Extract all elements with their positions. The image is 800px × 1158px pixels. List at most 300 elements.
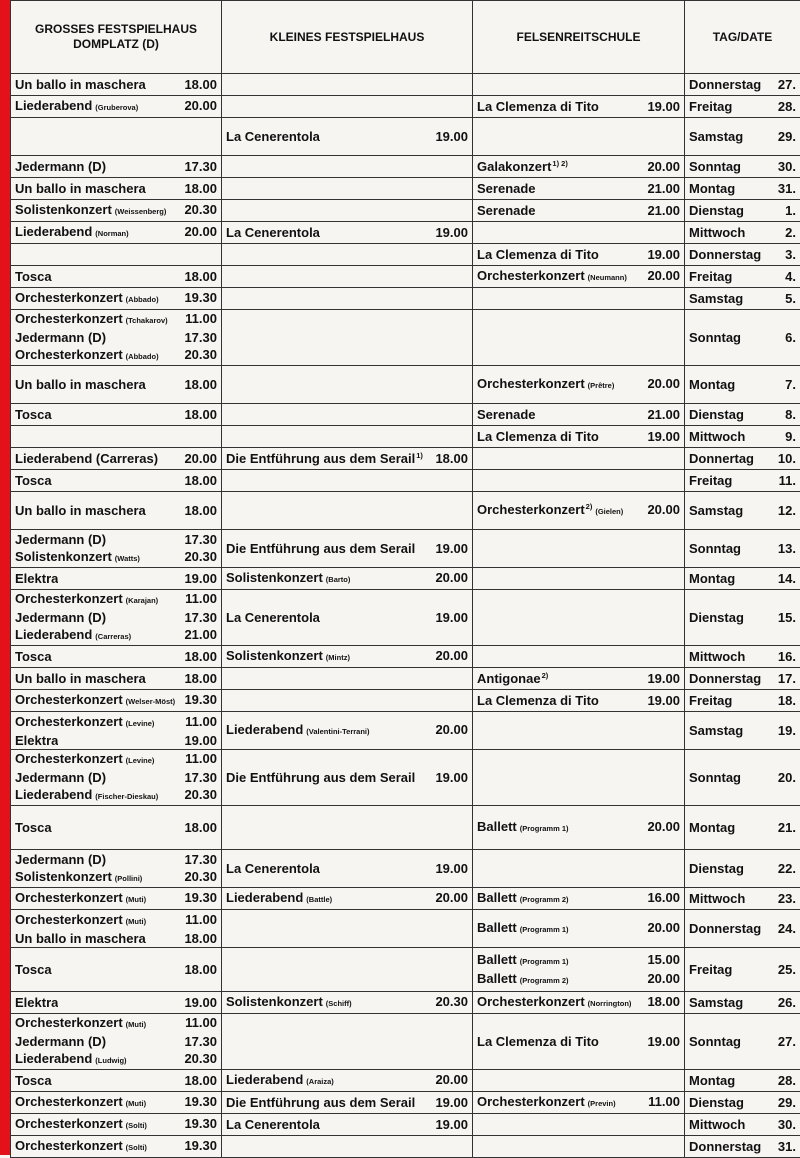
- event-title: Solistenkonzert: [226, 648, 323, 663]
- event-time: 21.00: [647, 202, 680, 219]
- event-title: Orchesterkonzert: [15, 714, 123, 729]
- event-time: 19.00: [435, 769, 468, 786]
- event-entry: [477, 670, 680, 687]
- event-time: 20.00: [647, 501, 680, 518]
- cell-tag-date: [685, 568, 800, 590]
- event-time: 18.00: [184, 268, 217, 285]
- event-time: 18.00: [184, 472, 217, 489]
- date-number: 29.: [778, 1094, 796, 1111]
- event-name: [15, 180, 146, 197]
- cell-tag-date: [685, 646, 800, 668]
- cell-grosses-festspielhaus: [11, 74, 222, 96]
- cell-kleines-festspielhaus: [222, 118, 473, 156]
- event-entry: [15, 930, 217, 947]
- weekday: Samstag: [689, 128, 743, 145]
- event-time: 17.30: [184, 609, 217, 626]
- footnote-marker: 1) 2): [552, 159, 567, 168]
- date-entry: [689, 76, 796, 93]
- event-title: Serenade: [477, 407, 536, 422]
- event-title: Orchesterkonzert: [477, 1094, 585, 1109]
- event-title: Die Entführung aus dem Serail: [226, 1095, 415, 1110]
- event-time: 16.00: [647, 889, 680, 906]
- weekday: Dienstag: [689, 406, 744, 423]
- cell-kleines-festspielhaus: [222, 888, 473, 910]
- event-name: [15, 609, 106, 626]
- event-time: 18.00: [184, 670, 217, 687]
- event-name: [15, 648, 52, 665]
- cell-felsenreitschule: [473, 1114, 685, 1136]
- event-name: [226, 540, 415, 557]
- event-performer: (Barto): [326, 575, 351, 584]
- event-time: 19.00: [435, 1116, 468, 1133]
- event-name: [477, 158, 568, 175]
- cell-kleines-festspielhaus: [222, 850, 473, 888]
- cell-tag-date: [685, 310, 800, 366]
- cell-grosses-festspielhaus: [11, 200, 222, 222]
- event-title: Solistenkonzert: [15, 202, 112, 217]
- table-row: [11, 288, 800, 310]
- event-time: 20.00: [435, 889, 468, 906]
- event-name: [15, 502, 146, 519]
- event-time: 18.00: [184, 406, 217, 423]
- cell-grosses-festspielhaus: [11, 530, 222, 568]
- event-title: Orchesterkonzert: [15, 912, 123, 927]
- event-title: Liederabend: [226, 890, 303, 905]
- event-name: [15, 819, 52, 836]
- event-entry: [15, 158, 217, 175]
- cell-kleines-festspielhaus: [222, 1092, 473, 1114]
- event-performer: (Norman): [95, 229, 128, 238]
- cell-grosses-festspielhaus: [11, 266, 222, 288]
- weekday: Samstag: [689, 722, 743, 739]
- cell-kleines-festspielhaus: [222, 222, 473, 244]
- cell-grosses-festspielhaus: [11, 1114, 222, 1136]
- event-title: Liederabend: [15, 1051, 92, 1066]
- date-entry: [689, 648, 796, 665]
- cell-grosses-festspielhaus: [11, 850, 222, 888]
- cell-grosses-festspielhaus: [11, 1136, 222, 1158]
- cell-tag-date: [685, 992, 800, 1014]
- festival-schedule-table: [10, 0, 800, 1158]
- cell-felsenreitschule: [473, 668, 685, 690]
- event-entry: [15, 346, 217, 365]
- cell-tag-date: [685, 888, 800, 910]
- cell-tag-date: [685, 266, 800, 288]
- event-title: Orchesterkonzert: [477, 376, 585, 391]
- event-entry: [15, 609, 217, 626]
- event-performer: (Schiff): [326, 999, 352, 1008]
- date-entry: [689, 329, 796, 346]
- event-name: [477, 375, 614, 394]
- event-entry: [477, 970, 680, 989]
- event-entry: [15, 713, 217, 732]
- date-entry: [689, 472, 796, 489]
- event-performer: (Watts): [115, 554, 140, 563]
- date-number: 10.: [778, 450, 796, 467]
- event-entry: [477, 428, 680, 445]
- weekday: Montag: [689, 376, 735, 393]
- event-name: [477, 919, 569, 938]
- event-time: 20.30: [184, 868, 217, 885]
- date-entry: [689, 1072, 796, 1089]
- event-time: 21.00: [647, 180, 680, 197]
- event-name: [477, 267, 627, 286]
- event-title: Orchesterkonzert: [15, 591, 123, 606]
- event-entry: [226, 860, 468, 877]
- date-entry: [689, 450, 796, 467]
- event-time: 19.00: [435, 540, 468, 557]
- date-number: 15.: [778, 609, 796, 626]
- date-entry: [689, 1033, 796, 1050]
- event-name: [15, 223, 129, 242]
- event-entry: [15, 1137, 217, 1156]
- event-entry: [477, 889, 680, 908]
- event-title: Die Entführung aus dem Serail: [226, 451, 415, 466]
- event-performer: (Carreras): [95, 632, 131, 641]
- date-entry: [689, 670, 796, 687]
- table-row: [11, 1114, 800, 1136]
- event-name: [226, 1116, 320, 1133]
- event-name: [477, 889, 569, 908]
- event-entry: [477, 375, 680, 394]
- event-title: Antigonae: [477, 671, 541, 686]
- event-title: Liederabend: [15, 98, 92, 113]
- event-entry: [226, 609, 468, 626]
- cell-felsenreitschule: [473, 1014, 685, 1070]
- date-entry: [689, 98, 796, 115]
- event-entry: [15, 1014, 217, 1033]
- cell-tag-date: [685, 1114, 800, 1136]
- weekday: Sonntag: [689, 1033, 741, 1050]
- table-row: [11, 850, 800, 888]
- cell-kleines-festspielhaus: [222, 156, 473, 178]
- event-title: Ballett: [477, 920, 517, 935]
- date-number: 21.: [778, 819, 796, 836]
- event-time: 19.00: [435, 860, 468, 877]
- date-number: 2.: [785, 224, 796, 241]
- event-entry: [15, 223, 217, 242]
- event-performer: (Abbado): [126, 352, 159, 361]
- event-time: 18.00: [184, 502, 217, 519]
- event-name: [15, 851, 106, 868]
- event-entry: [15, 1050, 217, 1069]
- table-row: [11, 590, 800, 646]
- cell-kleines-festspielhaus: [222, 200, 473, 222]
- event-entry: [477, 202, 680, 219]
- weekday: Montag: [689, 1072, 735, 1089]
- event-performer: (Tchakarov): [126, 316, 168, 325]
- date-number: 1.: [785, 202, 796, 219]
- event-title: Orchesterkonzert: [15, 751, 123, 766]
- weekday: Dienstag: [689, 202, 744, 219]
- cell-tag-date: [685, 690, 800, 712]
- event-name: [15, 732, 58, 749]
- date-number: 3.: [785, 246, 796, 263]
- event-time: 11.00: [648, 1093, 680, 1110]
- cell-kleines-festspielhaus: [222, 712, 473, 750]
- event-time: 19.30: [184, 691, 217, 708]
- event-performer: (Neumann): [588, 273, 627, 282]
- date-number: 28.: [778, 98, 796, 115]
- event-performer: (Welser-Möst): [126, 697, 175, 706]
- weekday: Donnerstag: [689, 76, 761, 93]
- cell-tag-date: [685, 712, 800, 750]
- event-time: 19.00: [647, 98, 680, 115]
- event-name: [15, 158, 106, 175]
- event-title: Jedermann (D): [15, 1034, 106, 1049]
- event-time: 20.00: [184, 450, 217, 467]
- event-name: [226, 569, 350, 588]
- weekday: Montag: [689, 570, 735, 587]
- weekday: Dienstag: [689, 1094, 744, 1111]
- date-number: 27.: [778, 1033, 796, 1050]
- header-felsenreitschule: FELSENREITSCHULE: [473, 1, 685, 74]
- event-title: Tosca: [15, 649, 52, 664]
- cell-grosses-festspielhaus: [11, 156, 222, 178]
- event-entry: [477, 246, 680, 263]
- event-performer: (Previn): [588, 1099, 616, 1108]
- event-entry: [15, 472, 217, 489]
- event-performer: (Weissenberg): [115, 207, 167, 216]
- date-number: 17.: [778, 670, 796, 687]
- event-title: Liederabend (Carreras): [15, 451, 158, 466]
- cell-grosses-festspielhaus: [11, 404, 222, 426]
- event-name: [477, 202, 536, 219]
- event-time: 20.30: [184, 1050, 217, 1067]
- event-time: 17.30: [184, 158, 217, 175]
- event-title: Die Entführung aus dem Serail: [226, 541, 415, 556]
- date-entry: [689, 609, 796, 626]
- event-entry: [15, 769, 217, 786]
- cell-felsenreitschule: [473, 492, 685, 530]
- cell-kleines-festspielhaus: [222, 992, 473, 1014]
- event-title: Un ballo in maschera: [15, 181, 146, 196]
- event-entry: [226, 889, 468, 908]
- cell-kleines-festspielhaus: [222, 668, 473, 690]
- event-entry: [226, 540, 468, 557]
- event-time: 20.00: [647, 970, 680, 987]
- event-entry: [15, 268, 217, 285]
- cell-felsenreitschule: [473, 712, 685, 750]
- date-entry: [689, 290, 796, 307]
- event-name: [477, 818, 569, 837]
- event-entry: [477, 98, 680, 115]
- cell-kleines-festspielhaus: [222, 288, 473, 310]
- event-entry: [15, 310, 217, 329]
- cell-grosses-festspielhaus: [11, 590, 222, 646]
- event-title: Un ballo in maschera: [15, 77, 146, 92]
- event-title: Jedermann (D): [15, 330, 106, 345]
- date-number: 18.: [778, 692, 796, 709]
- event-name: [15, 1033, 106, 1050]
- cell-grosses-festspielhaus: [11, 1014, 222, 1070]
- event-entry: [226, 993, 468, 1012]
- event-name: [15, 889, 146, 908]
- table-row: [11, 992, 800, 1014]
- cell-grosses-festspielhaus: [11, 310, 222, 366]
- cell-kleines-festspielhaus: [222, 750, 473, 806]
- date-entry: [689, 502, 796, 519]
- weekday: Samstag: [689, 994, 743, 1011]
- event-title: Tosca: [15, 820, 52, 835]
- event-time: 18.00: [184, 930, 217, 947]
- table-row: [11, 712, 800, 750]
- event-time: 20.30: [184, 548, 217, 565]
- table-row: [11, 74, 800, 96]
- event-time: 11.00: [185, 310, 217, 327]
- cell-kleines-festspielhaus: [222, 470, 473, 492]
- cell-grosses-festspielhaus: [11, 646, 222, 668]
- cell-tag-date: [685, 448, 800, 470]
- table-row: [11, 156, 800, 178]
- event-name: [15, 450, 158, 467]
- event-performer: (Levine): [126, 719, 155, 728]
- event-name: [477, 692, 599, 709]
- event-title: Tosca: [15, 473, 52, 488]
- event-entry: [477, 1093, 680, 1112]
- cell-felsenreitschule: [473, 310, 685, 366]
- date-number: 11.: [779, 472, 796, 489]
- event-time: 18.00: [184, 648, 217, 665]
- table-row: [11, 310, 800, 366]
- weekday: Donnerstag: [689, 1138, 761, 1155]
- table-row: [11, 1014, 800, 1070]
- event-name: [15, 750, 154, 769]
- event-entry: [15, 450, 217, 467]
- cell-grosses-festspielhaus: [11, 222, 222, 244]
- cell-kleines-festspielhaus: [222, 96, 473, 118]
- event-performer: (Mintz): [326, 653, 350, 662]
- date-number: 31.: [778, 1138, 796, 1155]
- event-name: [477, 670, 548, 687]
- event-performer: (Ludwig): [95, 1056, 126, 1065]
- weekday: Sonntag: [689, 329, 741, 346]
- event-entry: [15, 548, 217, 567]
- event-title: Jedermann (D): [15, 532, 106, 547]
- cell-felsenreitschule: [473, 690, 685, 712]
- cell-tag-date: [685, 426, 800, 448]
- table-row: [11, 1136, 800, 1158]
- event-title: Liederabend: [226, 722, 303, 737]
- cell-kleines-festspielhaus: [222, 244, 473, 266]
- event-name: [226, 128, 320, 145]
- event-performer: (Muti): [126, 895, 146, 904]
- event-performer: (Programm 2): [520, 895, 569, 904]
- event-name: [15, 406, 52, 423]
- event-time: 20.30: [184, 786, 217, 803]
- event-name: [226, 647, 350, 666]
- cell-felsenreitschule: [473, 750, 685, 806]
- event-name: [15, 626, 131, 645]
- table-row: [11, 118, 800, 156]
- event-entry: [15, 1033, 217, 1050]
- event-time: 19.00: [435, 224, 468, 241]
- event-time: 19.30: [184, 1115, 217, 1132]
- event-name: [477, 406, 536, 423]
- cell-tag-date: [685, 156, 800, 178]
- table-row: [11, 530, 800, 568]
- date-number: 22.: [778, 860, 796, 877]
- date-entry: [689, 1138, 796, 1155]
- table-row: [11, 888, 800, 910]
- event-performer: (Programm 1): [520, 957, 569, 966]
- event-time: 20.00: [435, 1071, 468, 1088]
- event-name: [15, 289, 159, 308]
- event-name: [15, 1050, 127, 1069]
- date-number: 8.: [785, 406, 796, 423]
- event-title: La Cenerentola: [226, 610, 320, 625]
- date-number: 31.: [778, 180, 796, 197]
- event-time: 17.30: [184, 769, 217, 786]
- footnote-marker: 2): [586, 502, 593, 511]
- event-entry: [226, 721, 468, 740]
- weekday: Montag: [689, 180, 735, 197]
- event-name: [15, 201, 166, 220]
- table-row: [11, 568, 800, 590]
- event-name: [477, 1093, 616, 1112]
- event-performer: (Gielen): [595, 507, 623, 516]
- event-name: [15, 329, 106, 346]
- event-title: Liederabend: [15, 627, 92, 642]
- cell-tag-date: [685, 910, 800, 948]
- footnote-marker: 1): [416, 451, 423, 460]
- date-entry: [689, 1116, 796, 1133]
- date-entry: [689, 1094, 796, 1111]
- cell-tag-date: [685, 806, 800, 850]
- event-name: [226, 769, 415, 786]
- cell-kleines-festspielhaus: [222, 1114, 473, 1136]
- event-performer: (Solti): [126, 1121, 147, 1130]
- event-time: 19.30: [184, 289, 217, 306]
- event-name: [226, 860, 320, 877]
- cell-kleines-festspielhaus: [222, 1014, 473, 1070]
- event-entry: [15, 911, 217, 930]
- cell-felsenreitschule: [473, 96, 685, 118]
- cell-kleines-festspielhaus: [222, 366, 473, 404]
- event-title: Orchesterkonzert: [15, 1094, 123, 1109]
- cell-grosses-festspielhaus: [11, 568, 222, 590]
- event-time: 19.00: [435, 128, 468, 145]
- date-number: 19.: [778, 722, 796, 739]
- event-name: [15, 994, 58, 1011]
- cell-felsenreitschule: [473, 1070, 685, 1092]
- cell-felsenreitschule: [473, 156, 685, 178]
- cell-kleines-festspielhaus: [222, 690, 473, 712]
- table-row: [11, 1070, 800, 1092]
- date-entry: [689, 961, 796, 978]
- event-performer: (Abbado): [126, 295, 159, 304]
- event-title: Liederabend: [226, 1072, 303, 1087]
- cell-tag-date: [685, 750, 800, 806]
- date-number: 26.: [778, 994, 796, 1011]
- event-time: 20.00: [184, 223, 217, 240]
- cell-tag-date: [685, 74, 800, 96]
- event-time: 20.00: [647, 158, 680, 175]
- event-time: 20.00: [184, 97, 217, 114]
- event-entry: [15, 531, 217, 548]
- event-title: Orchesterkonzert: [477, 994, 585, 1009]
- event-entry: [477, 919, 680, 938]
- event-title: La Clemenza di Tito: [477, 429, 599, 444]
- event-time: 18.00: [435, 450, 468, 467]
- event-time: 19.30: [184, 889, 217, 906]
- event-entry: [226, 1094, 468, 1111]
- event-time: 19.00: [184, 994, 217, 1011]
- cell-grosses-festspielhaus: [11, 712, 222, 750]
- event-title: La Clemenza di Tito: [477, 693, 599, 708]
- date-number: 25.: [778, 961, 796, 978]
- header-row: [11, 1, 800, 74]
